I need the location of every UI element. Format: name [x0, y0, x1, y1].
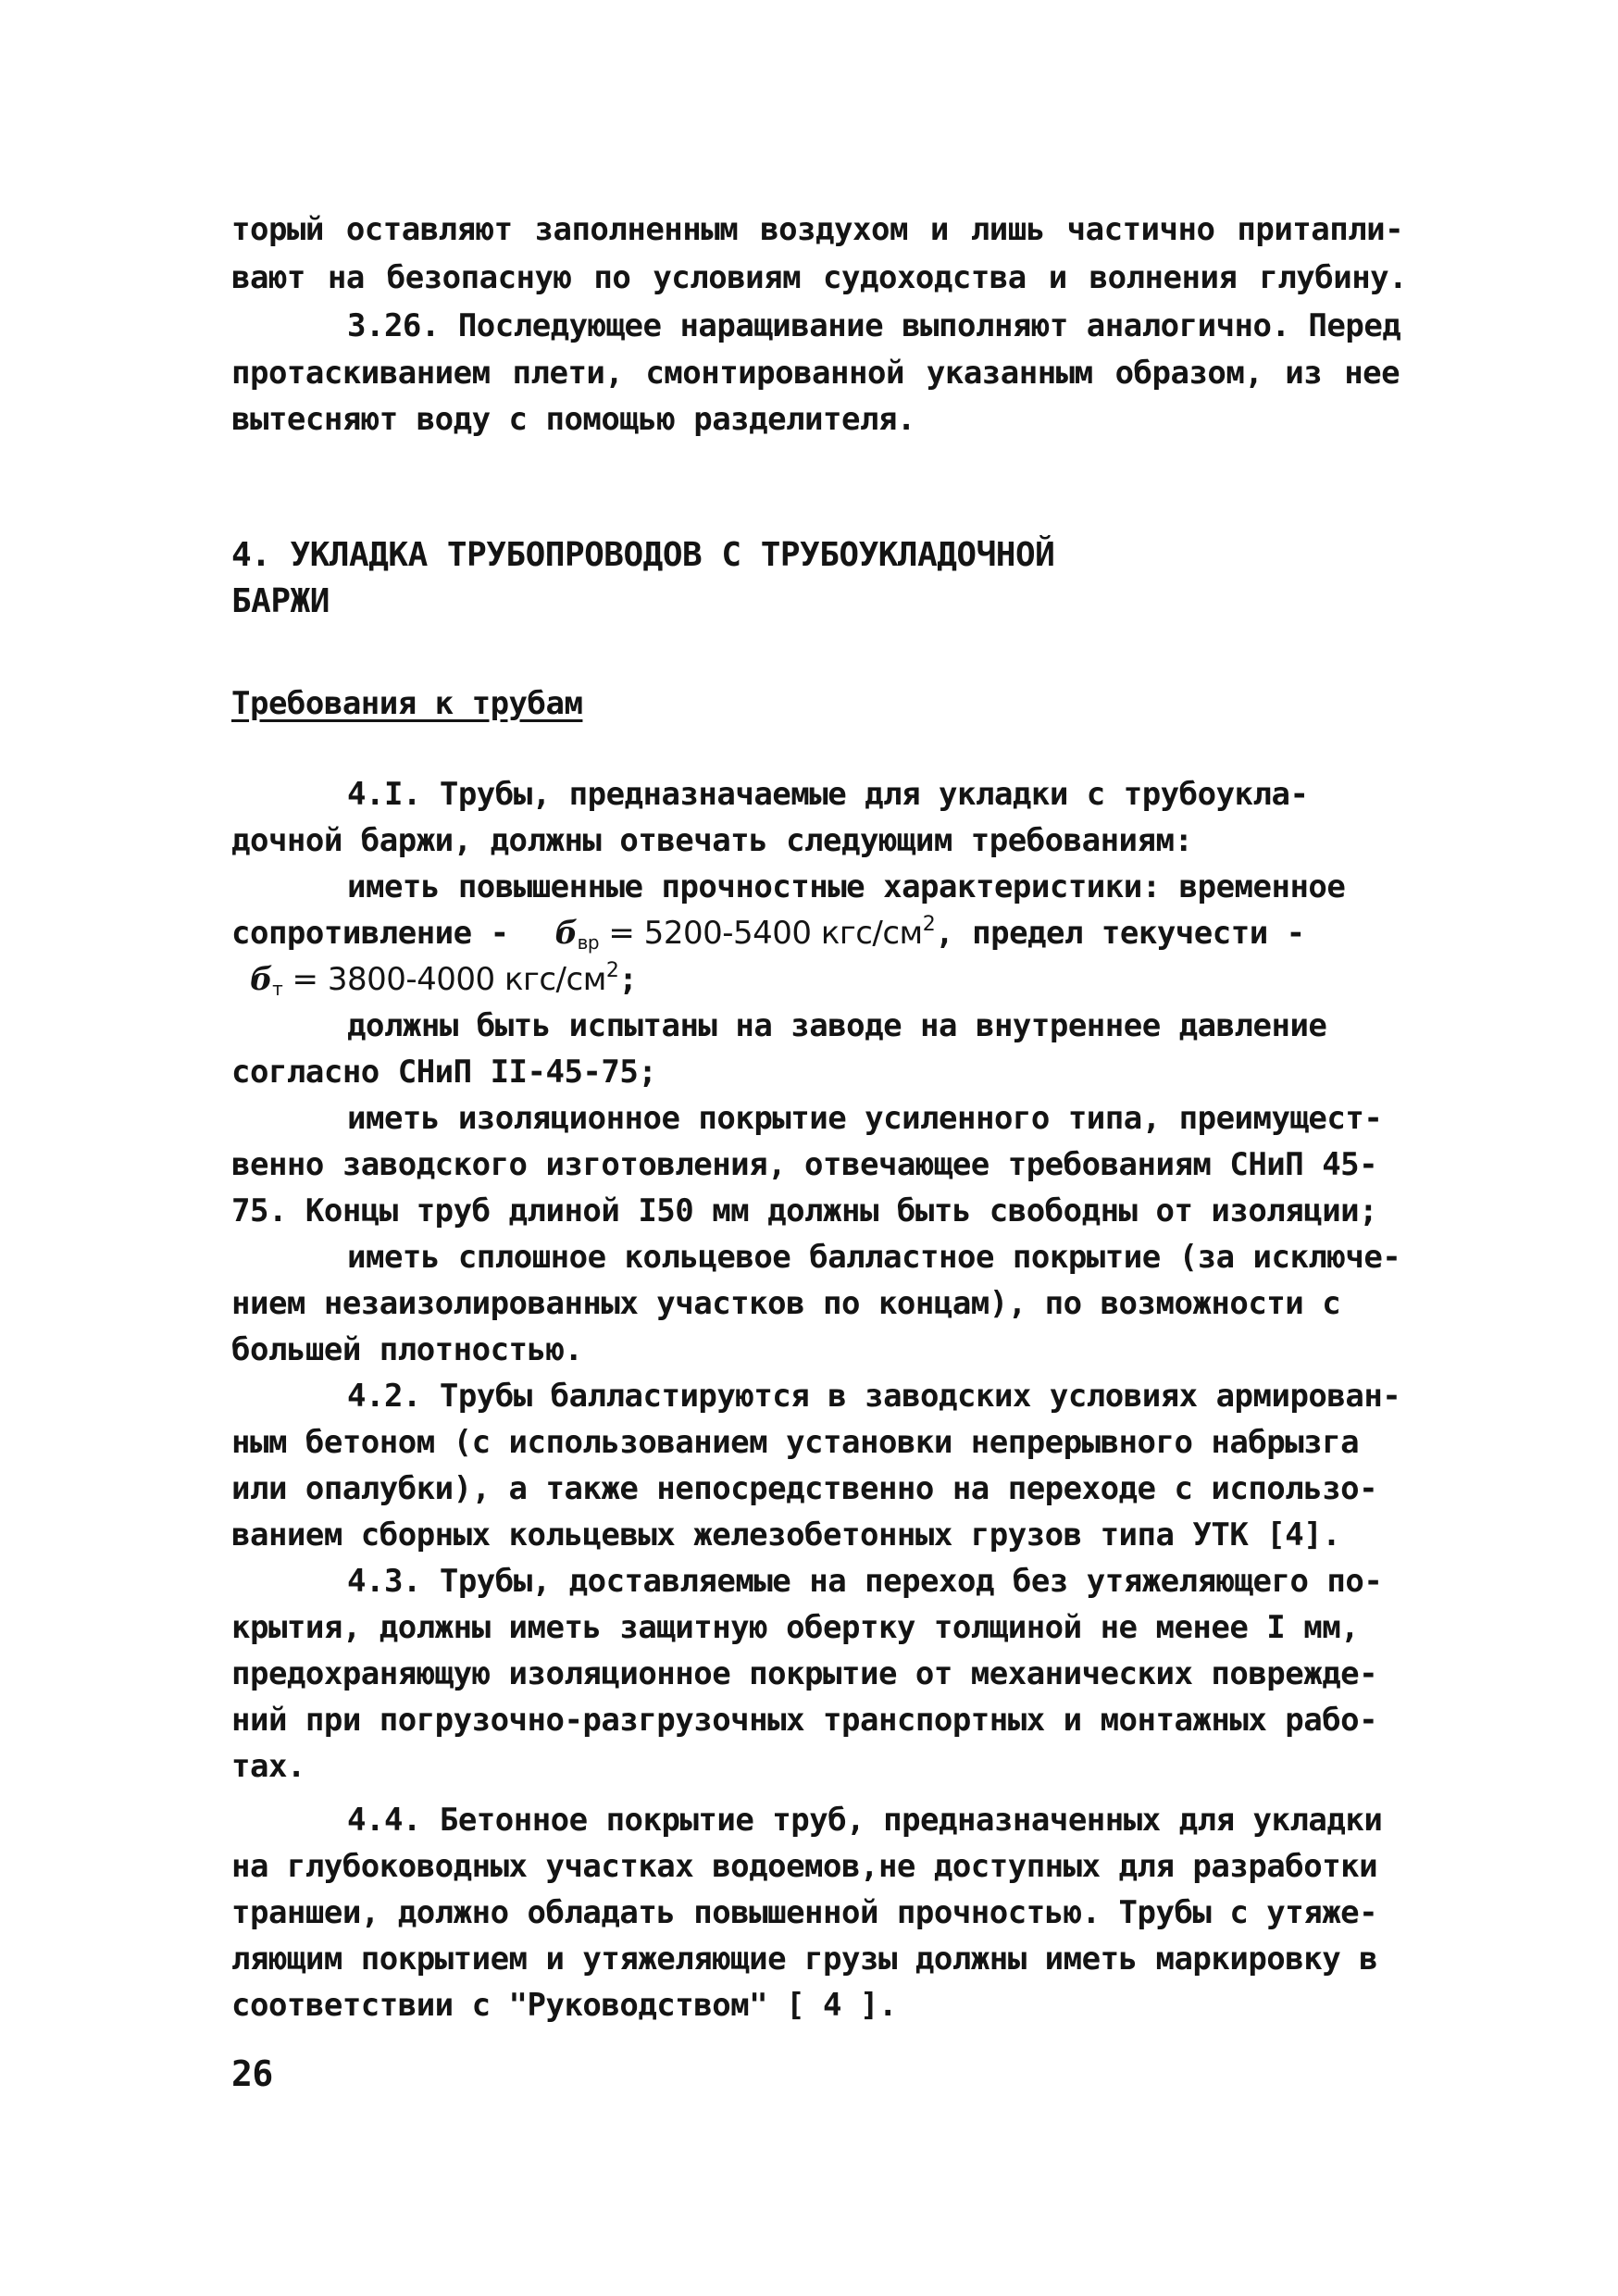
section-heading-cont: БАРЖИ [231, 582, 330, 620]
text-fragment: сопротивление - [231, 915, 509, 952]
text-line: иметь сплошное кольцевое балластное покрытие (за исключе- [347, 1239, 1401, 1276]
subscript: т [272, 978, 283, 1000]
paragraph-4-1: 4.I. Трубы, предназначаемые для укладки с трубоукла- [347, 776, 1309, 813]
text-fragment: ; [618, 961, 638, 998]
subscript: вр [577, 931, 600, 954]
formula-line-1 [231, 915, 1305, 952]
formula-sigma-t [250, 961, 618, 998]
text-line: иметь повышенные прочностные характеристики: временное [347, 868, 1346, 905]
formula-sigma-vr [555, 915, 936, 952]
text-line: ным бетоном (с использованием установки непрерывного набрызга [231, 1424, 1360, 1461]
text-line: иметь изоляционное покрытие усиленного типа, преимущест- [347, 1100, 1383, 1137]
section-heading: 4. УКЛАДКА ТРУБОПРОВОДОВ С ТРУБОУКЛАДОЧНОЙ [231, 536, 1055, 574]
page-number: 26 [231, 2053, 273, 2094]
text-line: вают на безопасную по условиям судоходства и волнения глубину. [231, 259, 1408, 296]
text-line: дочной баржи, должны отвечать следующим требованиям: [231, 822, 1193, 859]
superscript: 2 [605, 959, 619, 982]
text-line: торый оставляют заполненным воздухом и лишь частично притапли- [231, 211, 1404, 248]
formula-value: = 3800-4000 кгс/см [282, 961, 606, 998]
text-line: предохраняющую изоляционное покрытие от механических поврежде- [231, 1655, 1378, 1692]
text-line: нием незаизолированных участков по концам), по возможности с [231, 1285, 1341, 1322]
text-line: крытия, должны иметь защитную обертку толщиной не менее I мм, [231, 1609, 1360, 1646]
text-line: тах. [231, 1748, 305, 1785]
formula-line-2 [250, 961, 637, 998]
text-line: большей плотностью. [231, 1331, 583, 1368]
paragraph-3-26: 3.26. Последующее наращивание выполняют аналогично. Перед [347, 307, 1401, 344]
text-line: ванием сборных кольцевых железобетонных грузов типа УТК [4]. [231, 1516, 1341, 1554]
text-line: 75. Концы труб длиной I50 мм должны быть свободны от изоляции; [231, 1192, 1378, 1229]
sigma-symbol: б [554, 915, 578, 952]
text-line: должны быть испытаны на заводе на внутреннее давление [347, 1007, 1327, 1044]
text-line: венно заводского изготовления, отвечающее требованиям СНиП 45- [231, 1146, 1378, 1183]
text-fragment: , предел текучести - [935, 915, 1305, 952]
paragraph-4-3: 4.3. Трубы, доставляемые на переход без утяжеляющего по- [347, 1563, 1383, 1600]
text-line: ляющим покрытием и утяжеляющие грузы должны иметь маркировку в [231, 1940, 1378, 1978]
text-line: на глубоководных участках водоемов,не доступных для разработки [231, 1848, 1378, 1885]
sigma-symbol: б [250, 961, 273, 998]
paragraph-4-2: 4.2. Трубы балластируются в заводских условиях армирован- [347, 1378, 1401, 1415]
text-line: соответствии с "Руководством" [ 4 ]. [231, 1987, 897, 2024]
superscript: 2 [922, 913, 936, 936]
text-line: ний при погрузочно-разгрузочных транспортных и монтажных рабо- [231, 1702, 1378, 1739]
text-line: согласно СНиП II-45-75; [231, 1054, 657, 1091]
text-line: протаскиванием плети, смонтированной указанным образом, из нее [231, 355, 1400, 392]
formula-value: = 5200-5400 кгс/см [599, 915, 923, 952]
text-line: вытесняют воду с помощью разделителя. [231, 401, 915, 438]
paragraph-4-4: 4.4. Бетонное покрытие труб, предназначенных для укладки [347, 1802, 1383, 1839]
subsection-title: Требования к трубам [231, 685, 583, 722]
text-line: траншеи, должно обладать повышенной прочностью. Трубы с утяже- [231, 1894, 1378, 1931]
text-line: или опалубки), а также непосредственно на переходе с использо- [231, 1470, 1378, 1507]
